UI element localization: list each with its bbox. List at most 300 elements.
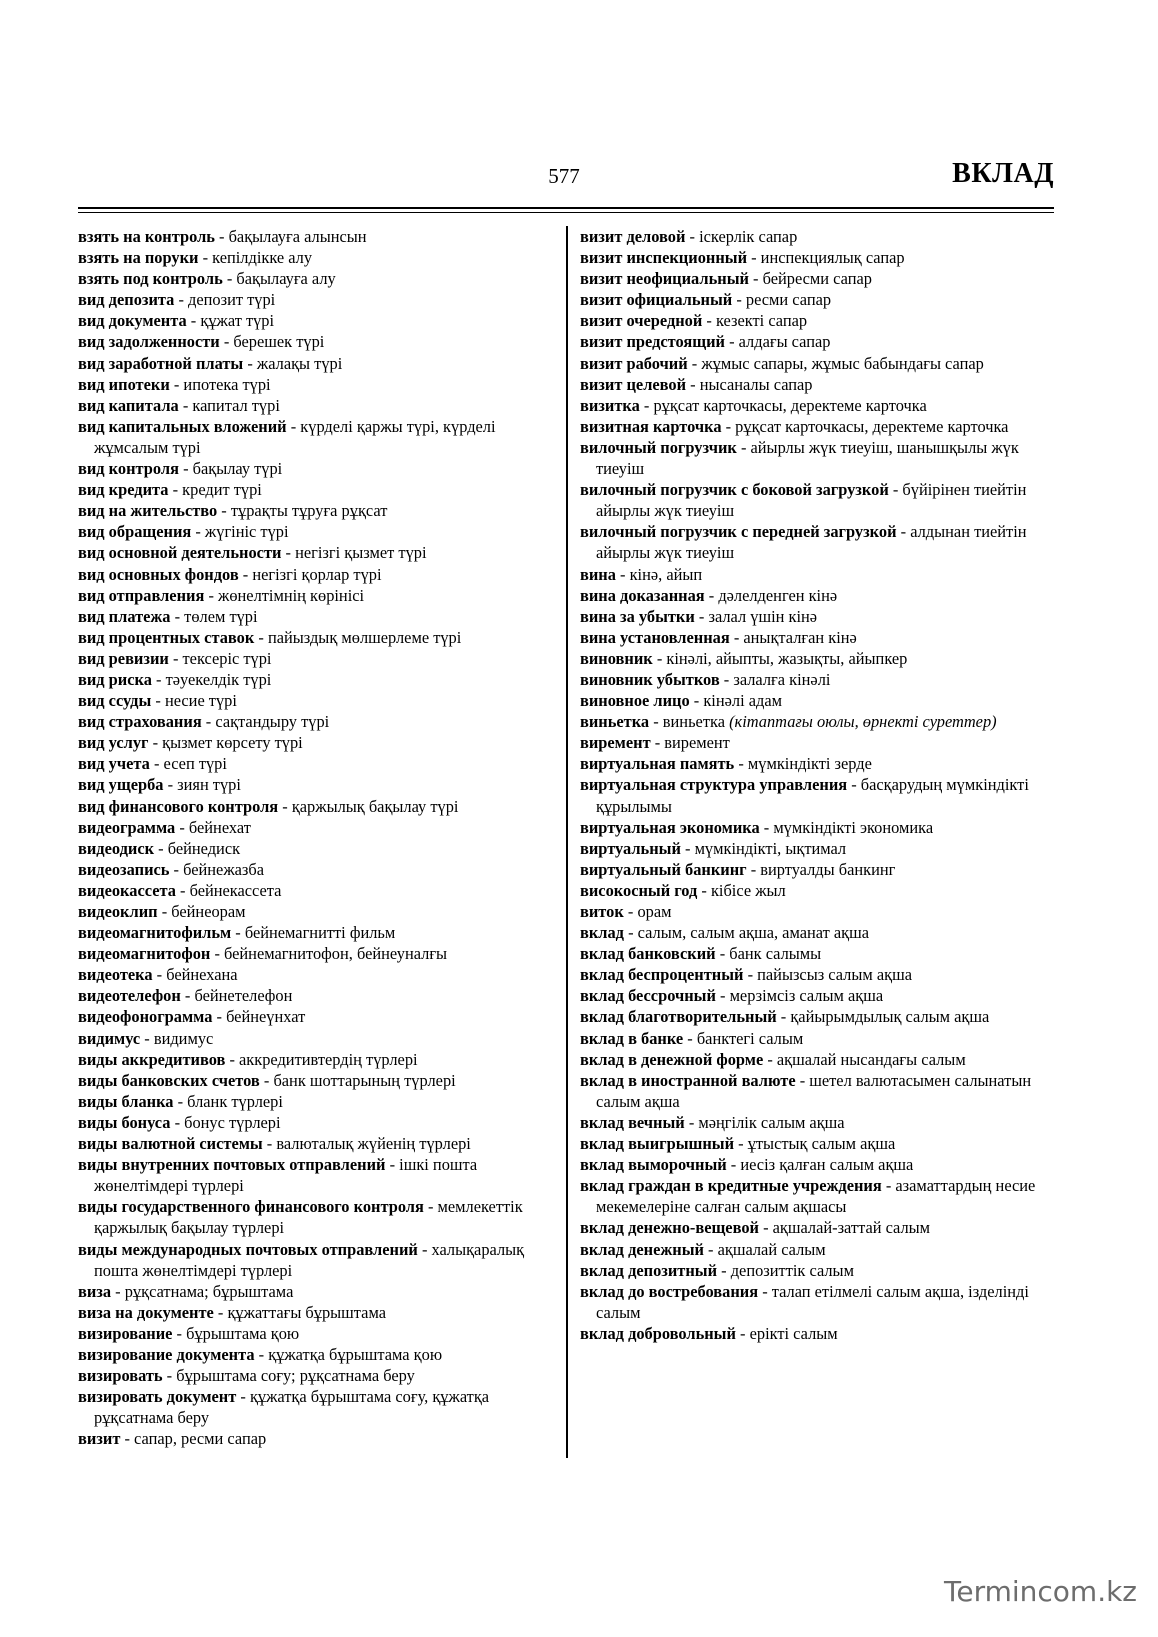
entry-separator: - — [168, 648, 183, 668]
dictionary-entry — [78, 310, 550, 331]
entry-term: визит очередной — [580, 311, 703, 331]
dictionary-entry — [580, 331, 1058, 352]
dictionary-entry — [78, 1281, 550, 1302]
dictionary-entry — [78, 606, 550, 627]
dictionary-entry — [580, 268, 1058, 289]
entry-separator: - — [178, 395, 193, 415]
entry-definition: рұқсат карточкасы, деректеме карточка — [653, 395, 927, 415]
entry-separator: - — [746, 859, 761, 879]
entry-term: вид ипотеки — [78, 374, 170, 394]
entry-term: виток — [580, 902, 624, 921]
entry-separator: - — [623, 902, 638, 921]
entry-term: вид платежа — [78, 606, 171, 626]
dictionary-entry — [580, 1112, 1058, 1133]
entry-separator: - — [172, 1323, 187, 1343]
entry-separator: - — [225, 1049, 240, 1069]
entry-separator: - — [152, 965, 167, 985]
entry-separator: - — [212, 1007, 227, 1027]
entry-term: вклад бессрочный — [580, 986, 716, 1006]
dictionary-entry — [78, 838, 550, 859]
entry-term: вилочный погрузчик — [580, 437, 737, 457]
dictionary-entry — [580, 1239, 1058, 1260]
dictionary-entry — [580, 374, 1058, 395]
entry-term: вклад до востребования — [580, 1281, 759, 1301]
entry-term: виртуальный — [580, 838, 681, 858]
entry-term: виза на документе — [78, 1302, 214, 1322]
entry-definition: инспекциялық сапар — [760, 248, 905, 268]
entry-definition: тәуекелдік түрі — [165, 669, 272, 689]
entry-separator: - — [847, 775, 861, 795]
entry-term: взять на контроль — [78, 227, 215, 246]
entry-definition: ұтыстық салым ақша — [747, 1134, 896, 1154]
entry-definition: шетел валютасымен салынатын салым ақша — [596, 1070, 1032, 1111]
entry-term: визировать документ — [78, 1387, 237, 1407]
entry-definition: құжатқа бұрыштама соғу, құжатқа рұқсатнама беру — [94, 1387, 490, 1428]
dictionary-entry — [580, 943, 1058, 964]
entry-term: визитка — [580, 395, 640, 415]
dictionary-entry — [78, 564, 550, 585]
entry-definition: валюталық жүйенің түрлері — [276, 1134, 471, 1154]
dictionary-entry — [78, 648, 550, 669]
dictionary-entry — [78, 796, 550, 817]
entry-definition: құжаттағы бұрыштама — [227, 1302, 386, 1322]
entry-term: вид финансового контроля — [78, 796, 279, 816]
termincom-logo — [944, 1575, 1144, 1617]
dictionary-entry — [78, 964, 550, 985]
entry-separator: - — [717, 1260, 731, 1280]
entry-separator: - — [163, 775, 178, 795]
dictionary-entry — [580, 353, 1058, 374]
entry-separator: - — [148, 733, 163, 753]
entry-separator: - — [120, 1429, 135, 1449]
entry-definition: мүмкіндікті, ықтимал — [694, 838, 847, 858]
entry-definition: иесіз қалған салым ақша — [740, 1155, 914, 1175]
entry-term: видеокассета — [78, 880, 176, 900]
dictionary-entry — [78, 1323, 550, 1344]
entry-term: вид документа — [78, 311, 187, 331]
dictionary-entry — [580, 1133, 1058, 1154]
entry-term: взять на поруки — [78, 248, 199, 268]
entry-separator: - — [168, 480, 183, 500]
entry-term: визит целевой — [580, 374, 687, 394]
dictionary-entry — [78, 1028, 550, 1049]
dictionary-entry — [78, 1112, 550, 1133]
entry-term: виртуальная структура управления — [580, 775, 848, 795]
entry-definition: банктегі салым — [696, 1028, 804, 1048]
entry-term: виды банковских счетов — [78, 1070, 260, 1090]
entry-definition: зиян түрі — [177, 775, 241, 795]
entry-separator: - — [198, 248, 213, 268]
entry-separator: - — [278, 796, 292, 816]
entry-term: визит деловой — [580, 227, 686, 246]
dictionary-entry — [78, 289, 550, 310]
entry-definition: банк шоттарының түрлері — [273, 1070, 456, 1090]
entry-term: вид учета — [78, 754, 150, 774]
entry-separator: - — [231, 923, 245, 943]
entry-definition: бейнетелефон — [194, 986, 293, 1006]
entry-term: виды внутренних почтовых отправлений — [78, 1155, 386, 1175]
entry-definition: бұрыштама қою — [186, 1323, 300, 1343]
entry-definition: сақтандыру түрі — [215, 712, 330, 732]
entry-separator: - — [650, 733, 665, 753]
entry-separator: - — [157, 902, 172, 921]
entry-term: виды бонуса — [78, 1112, 171, 1132]
logo-text: Termincom.kz — [944, 1575, 1138, 1608]
entry-separator: - — [170, 1112, 185, 1132]
entry-definition: виньетка — [662, 712, 730, 732]
dictionary-entry — [580, 1070, 1058, 1112]
entry-separator: - — [214, 227, 229, 246]
entry-definition: видимус — [153, 1028, 214, 1048]
entry-term: виды валютной системы — [78, 1134, 263, 1154]
entry-definition: кредит түрі — [182, 480, 262, 500]
entry-separator: - — [686, 374, 700, 394]
entry-separator: - — [191, 522, 205, 542]
entry-separator: - — [736, 437, 751, 457]
entry-definition: мемлекеттік қаржылық бақылау түрлері — [94, 1197, 523, 1238]
entry-term: вид основных фондов — [78, 564, 239, 584]
entry-separator: - — [213, 1302, 228, 1322]
entry-separator: - — [259, 1070, 274, 1090]
dictionary-entry — [580, 521, 1058, 563]
dictionary-entry — [78, 268, 550, 289]
entry-separator: - — [151, 691, 165, 711]
entry-definition: несие түрі — [164, 691, 237, 711]
entry-definition: виремент — [664, 733, 730, 753]
entry-definition: бақылауға алынсын — [228, 227, 367, 246]
dictionary-entry — [580, 606, 1058, 627]
entry-separator: - — [180, 986, 195, 1006]
entry-definition: ақшалай салым — [717, 1239, 826, 1259]
dictionary-entry — [580, 1217, 1058, 1238]
entry-definition: кінәлі адам — [703, 691, 782, 711]
entry-term: вид задолженности — [78, 332, 220, 352]
entry-term: виды международных почтовых отправлений — [78, 1239, 418, 1259]
entry-term: вид ссуды — [78, 691, 152, 711]
dictionary-entry — [580, 774, 1058, 816]
dictionary-entry — [78, 627, 550, 648]
entry-definition: негізгі қызмет түрі — [295, 543, 427, 563]
entry-separator: - — [888, 480, 903, 500]
entry-separator: - — [140, 1028, 154, 1048]
dictionary-entry — [580, 247, 1058, 268]
entry-term: вид капитальных вложений — [78, 416, 287, 436]
entry-term: взять под контроль — [78, 269, 223, 289]
entry-separator: - — [680, 838, 695, 858]
entry-term: вид ущерба — [78, 775, 164, 795]
dictionary-entry — [580, 1006, 1058, 1027]
entry-term: вклад денежный — [580, 1239, 704, 1259]
entry-term: вид ревизии — [78, 648, 169, 668]
entry-definition: бейнемагнитофон, бейнеуналғы — [224, 944, 448, 964]
dictionary-entry — [580, 585, 1058, 606]
dictionary-entry — [78, 331, 550, 352]
entry-definition: залалға кінәлі — [733, 669, 831, 689]
entry-term: вилочный погрузчик с боковой загрузкой — [580, 480, 889, 500]
entry-term: визирование документа — [78, 1344, 255, 1364]
entry-separator: - — [170, 606, 185, 626]
entry-separator: - — [704, 585, 719, 605]
entry-term: видеотелефон — [78, 986, 181, 1006]
entry-definition: жалақы түрі — [256, 353, 343, 373]
entry-term: видеодиск — [78, 838, 155, 858]
entry-separator: - — [162, 1366, 177, 1386]
entry-term: визит предстоящий — [580, 332, 725, 352]
dictionary-entry — [580, 1281, 1058, 1323]
entry-term: виды государственного финансового контроля — [78, 1197, 424, 1217]
entry-separator: - — [151, 669, 166, 689]
entry-definition: бейнеорам — [171, 902, 246, 921]
dictionary-entry — [78, 859, 550, 880]
entry-separator: - — [795, 1070, 810, 1090]
dictionary-entry — [78, 901, 550, 922]
dictionary-entry — [78, 1006, 550, 1027]
entry-definition: аккредитивтердің түрлері — [239, 1049, 418, 1069]
entry-term: вид депозита — [78, 290, 175, 310]
entry-separator: - — [175, 880, 190, 900]
entry-definition: нысаналы сапар — [699, 374, 813, 394]
entry-definition: бейнежазба — [183, 859, 265, 879]
entry-separator: - — [169, 859, 184, 879]
entry-term: видеомагнитофон — [78, 944, 211, 964]
entry-term: вид услуг — [78, 733, 149, 753]
entry-definition: депозиттік салым — [730, 1260, 854, 1280]
dictionary-entry — [78, 226, 550, 247]
entry-separator: - — [174, 290, 189, 310]
entry-term: вклад денежно-вещевой — [580, 1218, 759, 1238]
entry-term: вид процентных ставок — [78, 627, 255, 647]
entry-separator: - — [186, 311, 201, 331]
entry-term: визит — [78, 1429, 121, 1449]
entry-separator: - — [652, 648, 667, 668]
dictionary-entry — [580, 564, 1058, 585]
entry-term: вид отправления — [78, 585, 205, 605]
header-rule-thin — [78, 212, 1054, 213]
entry-definition: жүгініс түрі — [204, 522, 289, 542]
entry-term: видеоклип — [78, 902, 158, 921]
entry-separator: - — [169, 374, 184, 394]
entry-separator: - — [238, 564, 253, 584]
entry-separator: - — [254, 627, 268, 647]
dictionary-entry — [78, 1070, 550, 1091]
dictionary-entry — [580, 437, 1058, 479]
entry-separator: - — [881, 1176, 896, 1196]
dictionary-entry — [580, 985, 1058, 1006]
dictionary-entry — [78, 458, 550, 479]
entry-separator: - — [111, 1281, 125, 1301]
entry-definition: айырлы жүк тиеуіш, шанышқылы жүк тиеуіш — [596, 437, 1019, 479]
entry-definition: кінә, айып — [629, 564, 703, 584]
entry-definition: негізгі қорлар түрі — [252, 564, 382, 584]
entry-separator: - — [743, 965, 758, 985]
entry-separator: - — [732, 290, 746, 310]
entry-separator: - — [726, 1155, 741, 1175]
entry-definition: бейнеүнхат — [226, 1007, 306, 1027]
entry-separator: - — [204, 585, 218, 605]
dictionary-entry — [580, 1028, 1058, 1049]
dictionary-entry — [580, 648, 1058, 669]
entry-definition: орам — [637, 902, 672, 921]
entry-term: видеофонограмма — [78, 1007, 213, 1027]
entry-definition: пайызсыз салым ақша — [757, 965, 912, 985]
dictionary-entry — [78, 1428, 550, 1449]
dictionary-entry — [78, 374, 550, 395]
entry-definition: жөнелтімнің көрінісі — [218, 585, 365, 605]
entry-definition: басқарудың мүмкіндікті құрылымы — [596, 775, 1029, 816]
entry-separator: - — [721, 416, 736, 436]
running-headword: ВКЛАД — [952, 158, 1054, 189]
entry-separator: - — [763, 1049, 777, 1069]
entry-term: вклад депозитный — [580, 1260, 718, 1280]
entry-term: визит официальный — [580, 290, 733, 310]
entry-separator: - — [719, 669, 734, 689]
dictionary-entry — [580, 416, 1058, 437]
entry-separator: - — [758, 1218, 773, 1238]
entry-definition: ақшалай-заттай салым — [772, 1218, 931, 1238]
dictionary-entry — [78, 479, 550, 500]
entry-term: вклад беспроцентный — [580, 965, 744, 985]
entry-separator: - — [243, 353, 257, 373]
dictionary-entry — [78, 669, 550, 690]
entry-separator: - — [623, 923, 638, 943]
entry-separator: - — [697, 880, 711, 900]
entry-definition: ресми сапар — [745, 290, 832, 310]
dictionary-entry — [580, 732, 1058, 753]
dictionary-entry — [78, 1154, 550, 1196]
entry-term: виды аккредитивов — [78, 1049, 226, 1069]
dictionary-entry — [78, 690, 550, 711]
entry-definition: бақылауға алу — [236, 269, 336, 289]
entry-term: вклад в банке — [580, 1028, 684, 1048]
entry-definition: бонус түрлері — [184, 1112, 281, 1132]
entry-separator: - — [896, 522, 911, 542]
entry-definition: бейнехат — [188, 817, 251, 837]
entry-definition: бақылау түрі — [192, 459, 283, 479]
entry-separator: - — [385, 1155, 400, 1175]
entry-definition: бланк түрлері — [187, 1091, 283, 1111]
entry-term: виремент — [580, 733, 651, 753]
entry-definition: құжат түрі — [200, 311, 275, 331]
entry-separator: - — [734, 1134, 748, 1154]
dictionary-entry — [580, 711, 1058, 732]
entry-term: вид заработной платы — [78, 353, 244, 373]
entry-separator: - — [685, 227, 700, 246]
entry-definition: мүмкіндікті зерде — [747, 754, 872, 774]
entry-term: вид обращения — [78, 522, 192, 542]
entry-separator: - — [615, 564, 630, 584]
dictionary-entry — [580, 1175, 1058, 1217]
dictionary-entry — [78, 500, 550, 521]
entry-separator: - — [758, 1281, 772, 1301]
entry-term: вид кредита — [78, 480, 169, 500]
entry-definition: сапар, ресми сапар — [134, 1429, 267, 1449]
entry-separator: - — [715, 986, 730, 1006]
dictionary-entry — [78, 1239, 550, 1281]
dictionary-entry — [580, 289, 1058, 310]
entry-separator: - — [748, 269, 763, 289]
dictionary-entry — [78, 817, 550, 838]
dictionary-entry — [78, 1344, 550, 1365]
entry-term: вина установленная — [580, 627, 730, 647]
entry-separator: - — [219, 332, 234, 352]
entry-separator: - — [684, 1112, 699, 1132]
entry-separator: - — [262, 1134, 277, 1154]
dictionary-entry — [580, 753, 1058, 774]
entry-term: виновное лицо — [580, 691, 690, 711]
entry-term: вклад — [580, 923, 624, 943]
entry-definition: қызмет көрсету түрі — [162, 733, 303, 753]
entry-definition: күрделі қаржы түрі, күрделі жұмсалым түрі — [94, 416, 496, 457]
entry-term: вклад банковский — [580, 944, 716, 964]
entry-separator: - — [702, 311, 716, 331]
dictionary-entry — [78, 922, 550, 943]
dictionary-entry — [78, 1365, 550, 1386]
entry-definition: алдағы сапар — [738, 332, 831, 352]
dictionary-entry — [78, 542, 550, 563]
entry-term: виновник — [580, 648, 653, 668]
entry-term: високосный год — [580, 880, 698, 900]
entry-separator: - — [217, 501, 231, 521]
dictionary-entry — [580, 690, 1058, 711]
dictionary-entry — [580, 669, 1058, 690]
entry-definition: жұмыс сапары, жұмыс бабындағы сапар — [701, 353, 984, 373]
entry-term: вилочный погрузчик с передней загрузкой — [580, 522, 897, 542]
entry-term: виньетка — [580, 712, 650, 732]
entry-separator: - — [173, 1091, 188, 1111]
entry-separator: - — [222, 269, 237, 289]
entry-definition: бейнедиск — [167, 838, 241, 858]
entry-term: вид риска — [78, 669, 152, 689]
dictionary-entry — [78, 753, 550, 774]
entry-definition: рұқсатнама; бұрыштама — [124, 1281, 294, 1301]
entry-definition: залал үшін кінә — [708, 606, 818, 626]
entry-separator: - — [254, 1344, 269, 1364]
dictionary-entry — [580, 395, 1058, 416]
entry-separator: - — [154, 838, 168, 858]
dictionary-entry — [78, 353, 550, 374]
entry-term: виновник убытков — [580, 669, 720, 689]
entry-separator: - — [687, 353, 702, 373]
entry-definition: мерзімсіз салым ақша — [729, 986, 884, 1006]
dictionary-entry — [78, 1133, 550, 1154]
dictionary-entry — [78, 985, 550, 1006]
entry-separator: - — [178, 459, 193, 479]
entry-definition: кібісе жыл — [710, 880, 786, 900]
entry-term: вина доказанная — [580, 585, 705, 605]
left-column — [78, 226, 550, 1449]
dictionary-entry — [580, 310, 1058, 331]
entry-definition: бейресми сапар — [762, 269, 872, 289]
entry-definition: бейнекассета — [189, 880, 282, 900]
entry-term: видеозапись — [78, 859, 170, 879]
entry-definition: мәңгілік салым ақша — [698, 1112, 845, 1132]
dictionary-entry — [580, 1260, 1058, 1281]
entry-separator: - — [175, 817, 189, 837]
dictionary-entry — [78, 943, 550, 964]
entry-term: виды бланка — [78, 1091, 174, 1111]
entry-definition: анықталған кінә — [743, 627, 857, 647]
entry-separator: - — [729, 627, 744, 647]
entry-separator: - — [149, 754, 164, 774]
entry-separator: - — [703, 1239, 718, 1259]
dictionary-entry — [78, 1386, 550, 1428]
entry-separator: - — [639, 395, 654, 415]
dictionary-entry — [78, 880, 550, 901]
dictionary-entry — [78, 247, 550, 268]
entry-term: вид на жительство — [78, 501, 218, 521]
entry-term: вклад благотворительный — [580, 1007, 777, 1027]
dictionary-entry — [78, 1302, 550, 1323]
